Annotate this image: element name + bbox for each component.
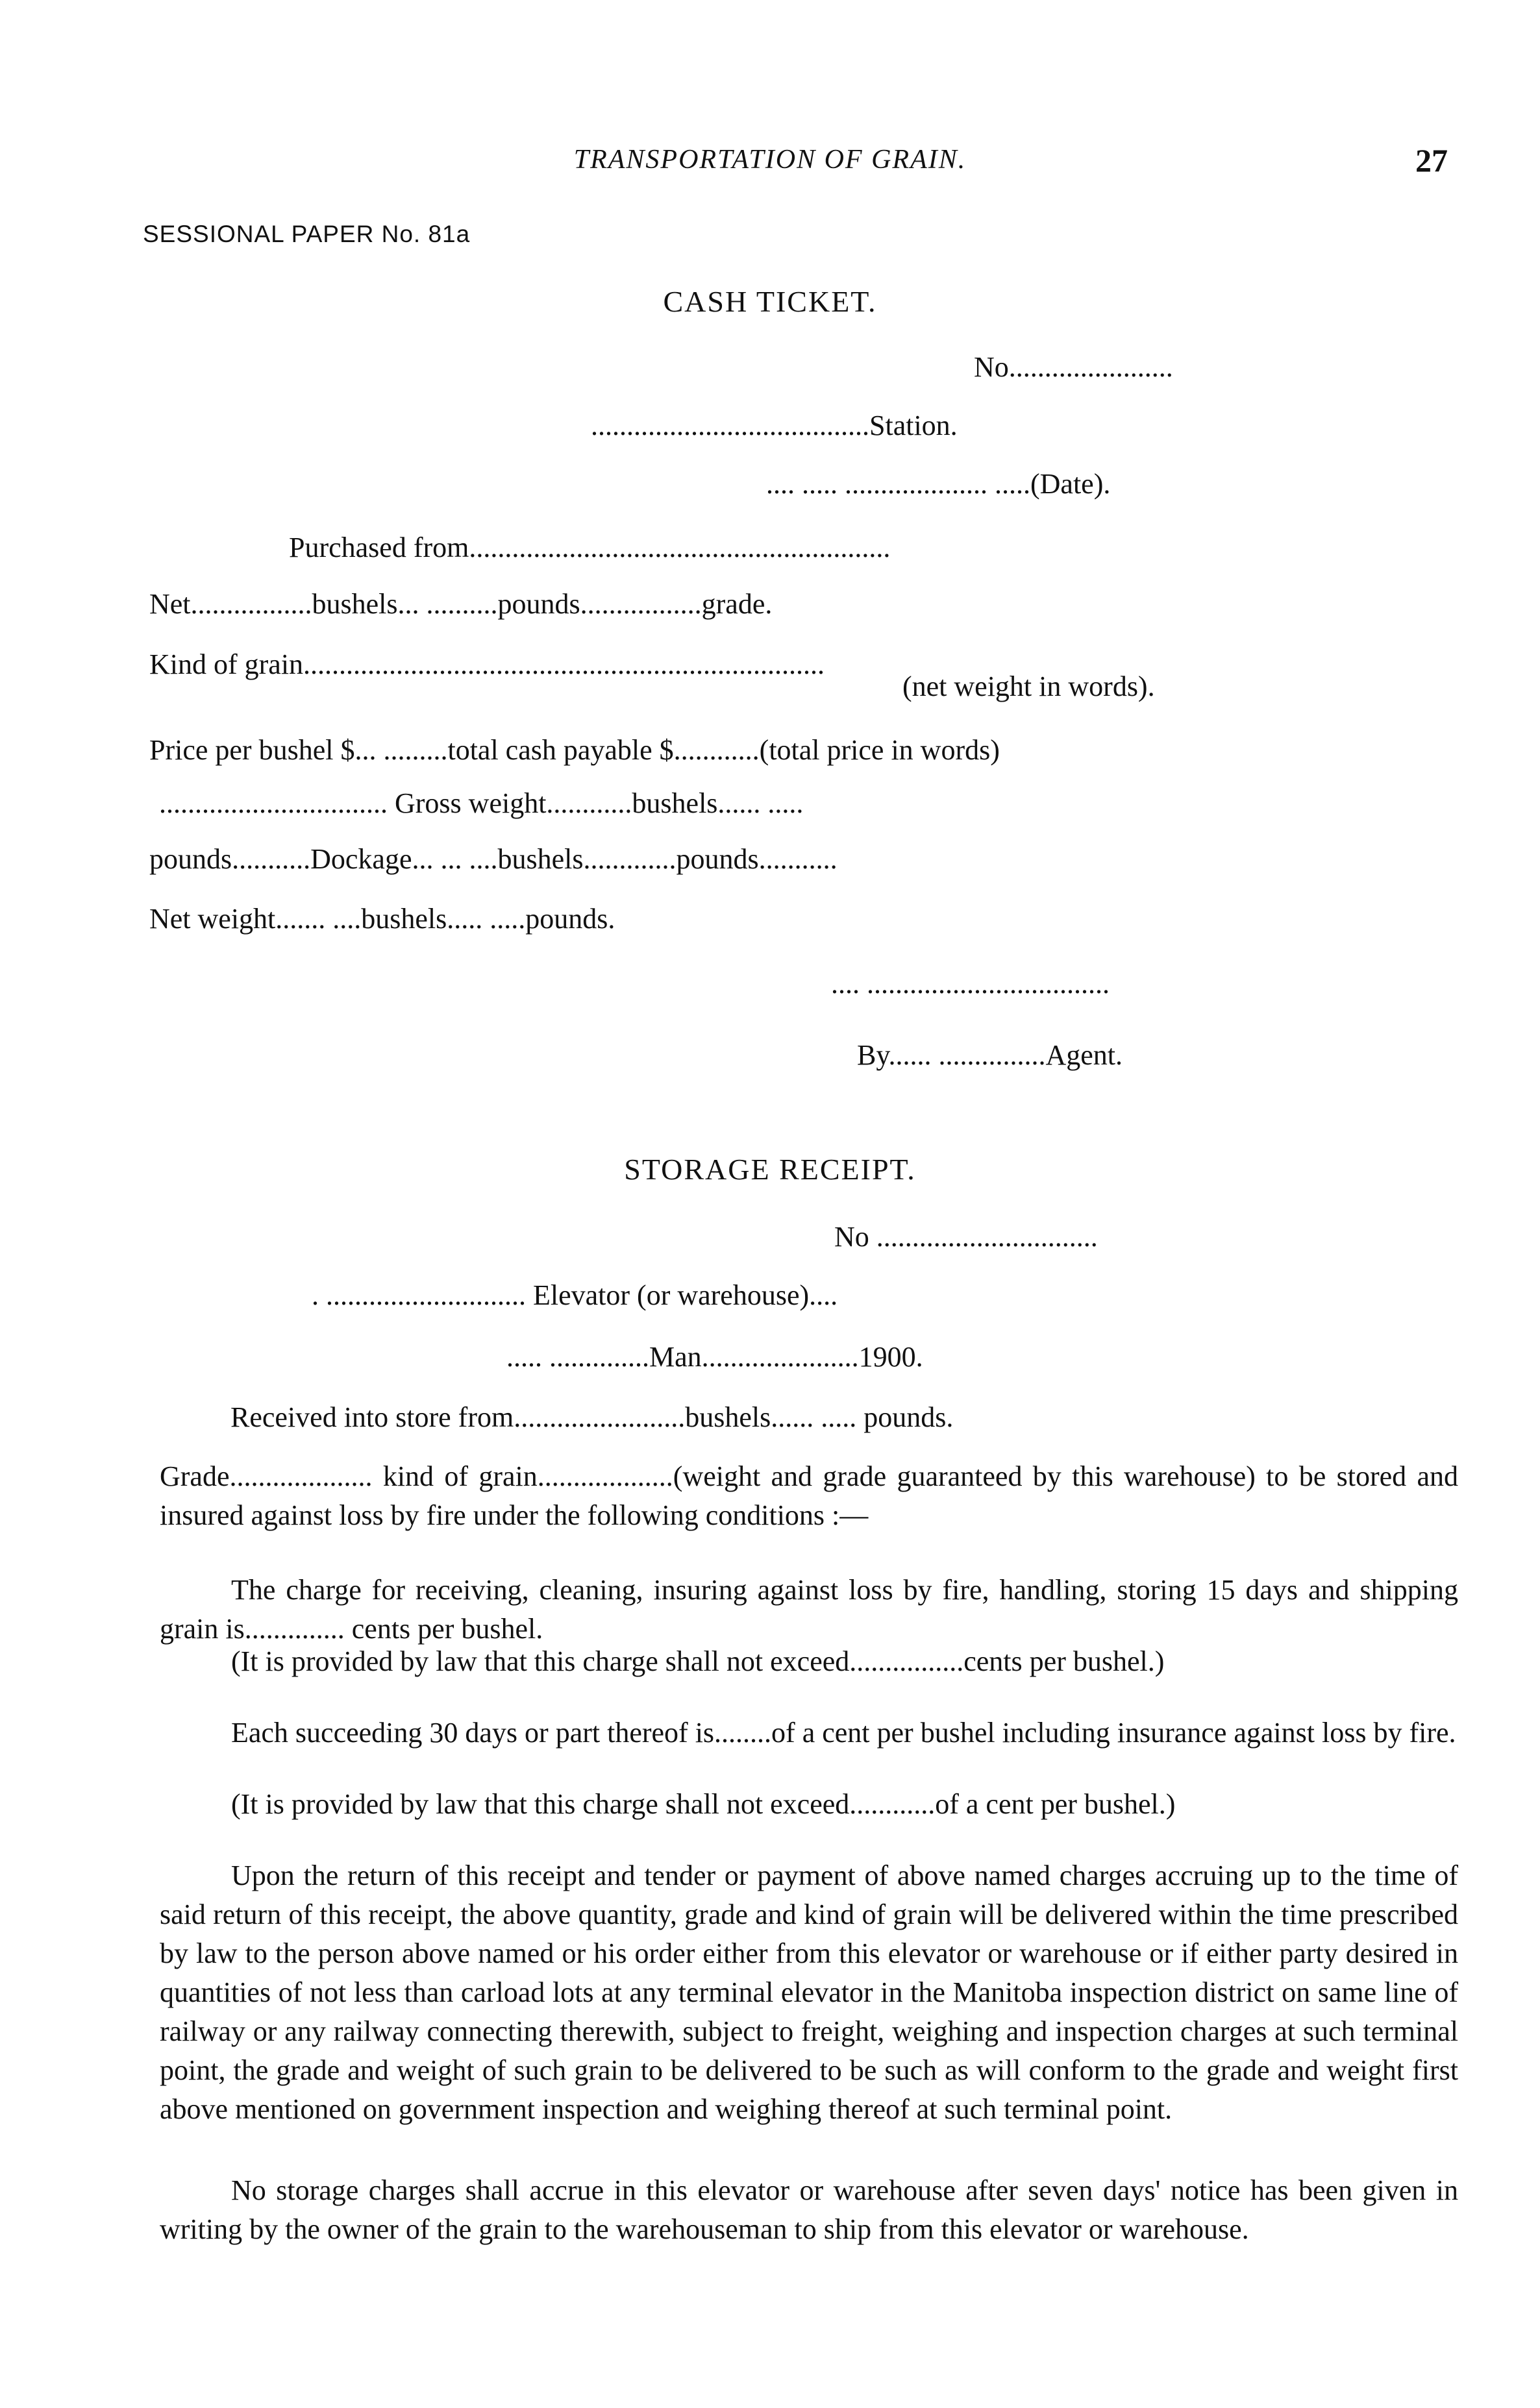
- cash-ticket-dockage-line: pounds...........Dockage... ... ....bushels.............pounds...........: [149, 843, 838, 875]
- cash-ticket-price-line: Price per bushel $... .........total cash payable $............(total price in words): [149, 734, 1000, 766]
- cash-ticket-gross-weight-line: ................................ Gross weight............bushels...... .....: [159, 787, 804, 819]
- storage-receipt-title: STORAGE RECEIPT.: [624, 1153, 916, 1186]
- cash-ticket-title: CASH TICKET.: [663, 285, 877, 318]
- page-number: 27: [1415, 142, 1448, 178]
- storage-receipt-return-paragraph: Upon the return of this receipt and tender or payment of above named charges accruing up to the time of said return of this receipt, the above quantity, grade and kind of grain will be delivered within the time prescribed by law to the person above named or his order either from this elevator or warehouse or if either party desired in quantities of not less than carload lots at any terminal elevator in the Manitoba inspection district on same line of railway or any railway connecting therewith, subject to freight, weighing and inspection charges at such terminal point, the grade and weight of such grain to be delivered to be such as will conform to the grade and weight first above mentioned on government inspection and weighing thereof at such terminal point.: [160, 1860, 1458, 2125]
- cash-ticket-station-line: .......................................Station.: [591, 410, 958, 441]
- cash-ticket-net-line: Net.................bushels... ..........pounds.................grade.: [149, 588, 773, 620]
- cash-ticket-kind-of-grain-line: Kind of grain.........................................................................: [149, 648, 825, 680]
- cash-ticket-purchased-from-line: Purchased from...........................................................: [289, 532, 891, 563]
- cash-ticket-net-weight-note: (net weight in words).: [902, 670, 1155, 702]
- storage-receipt-elevator-line: . ............................ Elevator (or warehouse)....: [312, 1279, 838, 1311]
- storage-receipt-charge-paragraph: The charge for receiving, cleaning, insuring against loss by fire, handling, storing 15 days and shipping grain is.............. cents per bushel.: [160, 1574, 1458, 1645]
- running-title: TRANSPORTATION OF GRAIN.: [573, 145, 967, 175]
- storage-receipt-date-line: ..... ..............Man......................1900.: [506, 1341, 923, 1373]
- sessional-paper-label: SESSIONAL PAPER No. 81a: [143, 221, 471, 247]
- storage-receipt-number-line: No ...............................: [834, 1221, 1098, 1253]
- storage-receipt-received-line: Received into store from........................bushels...... ..... pounds.: [230, 1401, 954, 1433]
- cash-ticket-net-weight-line: Net weight....... ....bushels..... .....pounds.: [149, 903, 615, 935]
- cash-ticket-agent-line: By...... ...............Agent.: [857, 1039, 1123, 1071]
- storage-receipt-notice-paragraph: No storage charges shall accrue in this elevator or warehouse after seven days' notice has been given in writing by the owner of the grain to the warehouseman to ship from this elevator or warehouse.: [160, 2174, 1458, 2245]
- cash-ticket-number-line: No.......................: [974, 351, 1173, 383]
- storage-receipt-grade-paragraph: Grade.................... kind of grain...................(weight and grade guaranteed by this warehouse) to be stored and insured against loss by fire under the following conditions :—: [160, 1460, 1458, 1531]
- storage-receipt-charge-limit-paragraph: (It is provided by law that this charge shall not exceed................cents per bushel.): [231, 1645, 1165, 1677]
- cash-ticket-signature-line: .... ..................................: [831, 968, 1110, 1000]
- storage-receipt-succeeding-limit-paragraph: (It is provided by law that this charge shall not exceed............of a cent per bushel.): [231, 1788, 1176, 1820]
- storage-receipt-succeeding-paragraph: Each succeeding 30 days or part thereof is........of a cent per bushel including insurance against loss by fire.: [231, 1717, 1456, 1749]
- cash-ticket-date-line: .... ..... .................... .....(Date).: [766, 468, 1111, 500]
